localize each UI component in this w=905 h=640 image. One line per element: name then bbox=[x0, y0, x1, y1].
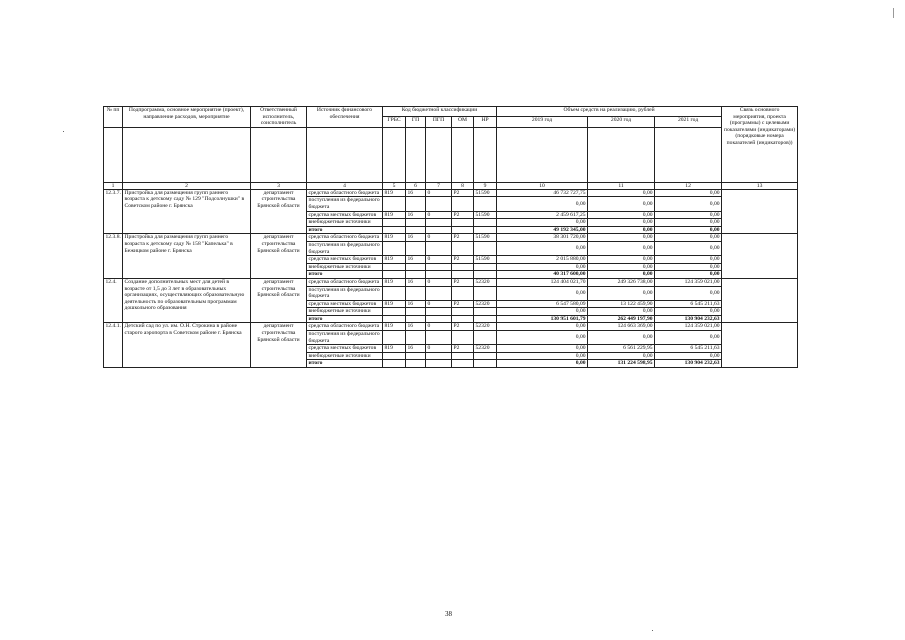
program-name: Создание дополнительных мест для детей в возрасте от 1,5 до 3 лет в образовательных организациях, осуществляющих образовательную деятельность по образовательным программам дошкольного образования bbox=[123, 278, 251, 323]
amount-2020: 0,00 bbox=[588, 308, 655, 316]
code-grbs: 819 bbox=[383, 323, 406, 331]
amount-2021: 6 545 211,63 bbox=[655, 300, 722, 308]
amount-2020: 0,00 bbox=[588, 263, 655, 271]
code-om: P2 bbox=[452, 189, 474, 197]
row-number: 12.3.8. bbox=[104, 234, 123, 279]
source-label: внебюджетные источники bbox=[307, 219, 383, 227]
code-pgp: 0 bbox=[426, 211, 452, 219]
source-label: средства областного бюджета bbox=[307, 189, 383, 197]
code-grbs: 819 bbox=[383, 256, 406, 264]
code-grbs: 819 bbox=[383, 234, 406, 242]
responsible-executor: департамент строительства Брянской области bbox=[251, 234, 307, 279]
source-label: средства областного бюджета bbox=[307, 234, 383, 242]
code-grbs: 819 bbox=[383, 189, 406, 197]
col-number: 6 bbox=[406, 182, 426, 189]
header-source: Источник финансового обеспечения bbox=[307, 107, 383, 128]
source-label: средства областного бюджета bbox=[307, 323, 383, 331]
source-label: внебюджетные источники bbox=[307, 308, 383, 316]
header-program: Подпрограмма, основное мероприятие (проект), направление расходов, мероприятие bbox=[123, 107, 251, 128]
header-2019: 2019 год bbox=[497, 117, 588, 127]
code-np: 52320 bbox=[474, 278, 497, 286]
amount-2021: 0,00 bbox=[655, 286, 722, 300]
code-om: P2 bbox=[452, 234, 474, 242]
header-2020: 2020 год bbox=[588, 117, 655, 127]
col-number: 9 bbox=[474, 182, 497, 189]
header-pgp: ПГП bbox=[426, 117, 452, 127]
code-gp: 16 bbox=[406, 345, 426, 353]
table-row bbox=[104, 323, 798, 331]
header-responsible: Ответственный исполнитель, соисполнитель bbox=[251, 107, 307, 128]
page-number: 38 bbox=[445, 610, 452, 618]
header-spacer-row bbox=[104, 127, 798, 182]
indicator-link bbox=[722, 278, 798, 323]
code-pgp: 0 bbox=[426, 345, 452, 353]
code-np: 52320 bbox=[474, 300, 497, 308]
code-om: P2 bbox=[452, 300, 474, 308]
amount-2021: 0,00 bbox=[655, 211, 722, 219]
code-om: P2 bbox=[452, 211, 474, 219]
column-number-row bbox=[104, 182, 798, 189]
total-2019: 130 951 601,79 bbox=[497, 315, 588, 323]
header-funds-group: Объем средств на реализацию, рублей bbox=[497, 107, 722, 117]
amount-2020: 0,00 bbox=[588, 234, 655, 242]
total-2020: 0,00 bbox=[588, 271, 655, 279]
program-name: Детский сад по ул. им. О.Н. Строкина в районе старого аэропорта в Советском районе г. Брянска bbox=[123, 323, 251, 368]
amount-2021: 0,00 bbox=[655, 308, 722, 316]
code-np: 52320 bbox=[474, 323, 497, 331]
code-grbs: 819 bbox=[383, 300, 406, 308]
code-np: 51590 bbox=[474, 256, 497, 264]
amount-2019: 0,00 bbox=[497, 308, 588, 316]
total-2021: 0,00 bbox=[655, 271, 722, 279]
amount-2019: 38 301 720,00 bbox=[497, 234, 588, 242]
source-label: средства областного бюджета bbox=[307, 278, 383, 286]
col-number: 1 bbox=[104, 182, 123, 189]
col-number: 2 bbox=[123, 182, 251, 189]
col-number: 10 bbox=[497, 182, 588, 189]
code-gp: 16 bbox=[406, 211, 426, 219]
responsible-executor: департамент строительства Брянской области bbox=[251, 278, 307, 323]
table-row bbox=[104, 189, 798, 197]
total-label: итого bbox=[307, 360, 383, 368]
edge-tick-mark bbox=[893, 8, 894, 18]
program-name: Пристройка для размещения групп раннего возраста к детскому саду № 158 "Капелька" в Бежицком районе г. Брянска bbox=[123, 234, 251, 279]
amount-2019: 2 015 880,00 bbox=[497, 256, 588, 264]
code-pgp: 0 bbox=[426, 323, 452, 331]
amount-2021: 0,00 bbox=[655, 263, 722, 271]
code-om: P2 bbox=[452, 345, 474, 353]
col-number: 3 bbox=[251, 182, 307, 189]
code-pgp: 0 bbox=[426, 234, 452, 242]
col-number: 7 bbox=[426, 182, 452, 189]
total-label: итого bbox=[307, 226, 383, 234]
amount-2020: 249 326 738,00 bbox=[588, 278, 655, 286]
table-body bbox=[104, 189, 798, 367]
indicator-link bbox=[722, 323, 798, 368]
amount-2019: 0,00 bbox=[497, 241, 588, 255]
header-code-group: Код бюджетной классификации bbox=[383, 107, 497, 117]
amount-2020: 13 122 459,90 bbox=[588, 300, 655, 308]
table-row bbox=[104, 278, 798, 286]
amount-2021: 0,00 bbox=[655, 331, 722, 345]
amount-2021: 0,00 bbox=[655, 234, 722, 242]
code-gp: 16 bbox=[406, 278, 426, 286]
source-label: внебюджетные источники bbox=[307, 263, 383, 271]
amount-2020: 0,00 bbox=[588, 241, 655, 255]
amount-2020: 0,00 bbox=[588, 189, 655, 197]
row-number: 12.4. bbox=[104, 278, 123, 323]
responsible-executor: департамент строительства Брянской области bbox=[251, 323, 307, 368]
code-gp: 16 bbox=[406, 256, 426, 264]
amount-2020: 0,00 bbox=[588, 256, 655, 264]
amount-2020: 0,00 bbox=[588, 286, 655, 300]
indicator-link bbox=[722, 234, 798, 279]
table-row bbox=[104, 234, 798, 242]
code-om: P2 bbox=[452, 256, 474, 264]
amount-2019: 0,00 bbox=[497, 197, 588, 211]
amount-2019: 0,00 bbox=[497, 345, 588, 353]
scan-dot bbox=[652, 630, 653, 631]
header-om: ОМ bbox=[452, 117, 474, 127]
amount-2021: 0,00 bbox=[655, 241, 722, 255]
amount-2019: 0,00 bbox=[497, 219, 588, 227]
code-gp: 16 bbox=[406, 323, 426, 331]
amount-2019: 0,00 bbox=[497, 263, 588, 271]
code-grbs: 819 bbox=[383, 211, 406, 219]
col-number: 8 bbox=[452, 182, 474, 189]
col-number: 13 bbox=[722, 182, 798, 189]
amount-2019: 0,00 bbox=[497, 331, 588, 345]
amount-2020: 0,00 bbox=[588, 331, 655, 345]
amount-2019: 2 459 617,25 bbox=[497, 211, 588, 219]
source-label: поступления из федерального бюджета bbox=[307, 286, 383, 300]
header-num: № пп bbox=[104, 107, 123, 128]
amount-2020: 0,00 bbox=[588, 352, 655, 360]
code-gp: 16 bbox=[406, 234, 426, 242]
header-gp: ГП bbox=[406, 117, 426, 127]
amount-2021: 0,00 bbox=[655, 189, 722, 197]
code-grbs: 819 bbox=[383, 278, 406, 286]
total-2021: 130 904 232,63 bbox=[655, 360, 722, 368]
total-label: итого bbox=[307, 271, 383, 279]
code-om: P2 bbox=[452, 323, 474, 331]
code-np: 51590 bbox=[474, 234, 497, 242]
program-name: Пристройка для размещения групп раннего возраста к детскому саду № 129 "Подсолнушки" в Советском районе г. Брянска bbox=[123, 189, 251, 234]
col-number: 5 bbox=[383, 182, 406, 189]
amount-2021: 0,00 bbox=[655, 219, 722, 227]
code-pgp: 0 bbox=[426, 256, 452, 264]
amount-2019: 0,00 bbox=[497, 323, 588, 331]
code-gp: 16 bbox=[406, 300, 426, 308]
col-number: 12 bbox=[655, 182, 722, 189]
responsible-executor: департамент строительства Брянской области bbox=[251, 189, 307, 234]
amount-2021: 0,00 bbox=[655, 256, 722, 264]
total-2019: 49 192 345,00 bbox=[497, 226, 588, 234]
amount-2021: 6 545 211,63 bbox=[655, 345, 722, 353]
amount-2019: 124 404 021,70 bbox=[497, 278, 588, 286]
source-label: поступления из федерального бюджета bbox=[307, 197, 383, 211]
total-2021: 130 904 232,63 bbox=[655, 315, 722, 323]
total-2020: 262 449 197,90 bbox=[588, 315, 655, 323]
source-label: поступления из федерального бюджета bbox=[307, 241, 383, 255]
source-label: средства местных бюджетов bbox=[307, 211, 383, 219]
scan-dot bbox=[63, 131, 64, 132]
header-2021: 2021 год bbox=[655, 117, 722, 127]
amount-2021: 124 359 021,00 bbox=[655, 278, 722, 286]
col-number: 4 bbox=[307, 182, 383, 189]
total-label: итого bbox=[307, 315, 383, 323]
total-2020: 0,00 bbox=[588, 226, 655, 234]
amount-2021: 124 359 021,00 bbox=[655, 323, 722, 331]
source-label: поступления из федерального бюджета bbox=[307, 331, 383, 345]
amount-2020: 124 663 369,00 bbox=[588, 323, 655, 331]
total-2019: 40 317 600,00 bbox=[497, 271, 588, 279]
amount-2019: 6 547 580,09 bbox=[497, 300, 588, 308]
row-number: 12.4.1. bbox=[104, 323, 123, 368]
amount-2019: 46 732 727,75 bbox=[497, 189, 588, 197]
code-pgp: 0 bbox=[426, 278, 452, 286]
header-row-1 bbox=[104, 107, 798, 117]
code-np: 51590 bbox=[474, 189, 497, 197]
source-label: внебюджетные источники bbox=[307, 352, 383, 360]
amount-2021: 0,00 bbox=[655, 197, 722, 211]
amount-2021: 0,00 bbox=[655, 352, 722, 360]
amount-2019: 0,00 bbox=[497, 286, 588, 300]
amount-2020: 0,00 bbox=[588, 197, 655, 211]
code-grbs: 819 bbox=[383, 345, 406, 353]
total-2019: 0,00 bbox=[497, 360, 588, 368]
total-2020: 131 224 598,95 bbox=[588, 360, 655, 368]
code-om: P2 bbox=[452, 278, 474, 286]
source-label: средства местных бюджетов bbox=[307, 300, 383, 308]
code-np: 51590 bbox=[474, 211, 497, 219]
indicator-link bbox=[722, 189, 798, 234]
amount-2020: 0,00 bbox=[588, 219, 655, 227]
header-grbs: ГРБС bbox=[383, 117, 406, 127]
source-label: средства местных бюджетов bbox=[307, 345, 383, 353]
source-label: средства местных бюджетов bbox=[307, 256, 383, 264]
budget-table bbox=[103, 106, 798, 368]
code-gp: 16 bbox=[406, 189, 426, 197]
code-pgp: 0 bbox=[426, 300, 452, 308]
amount-2020: 6 561 229,95 bbox=[588, 345, 655, 353]
header-np: НР bbox=[474, 117, 497, 127]
amount-2019: 0,00 bbox=[497, 352, 588, 360]
row-number: 12.3.7. bbox=[104, 189, 123, 234]
code-np: 52320 bbox=[474, 345, 497, 353]
header-link: Связь основного мероприятия, проекта (программы) с целевыми показателями (индикаторами) (порядковые номера показателей (индикаторов)) bbox=[722, 107, 798, 183]
total-2021: 0,00 bbox=[655, 226, 722, 234]
amount-2020: 0,00 bbox=[588, 211, 655, 219]
code-pgp: 0 bbox=[426, 189, 452, 197]
col-number: 11 bbox=[588, 182, 655, 189]
